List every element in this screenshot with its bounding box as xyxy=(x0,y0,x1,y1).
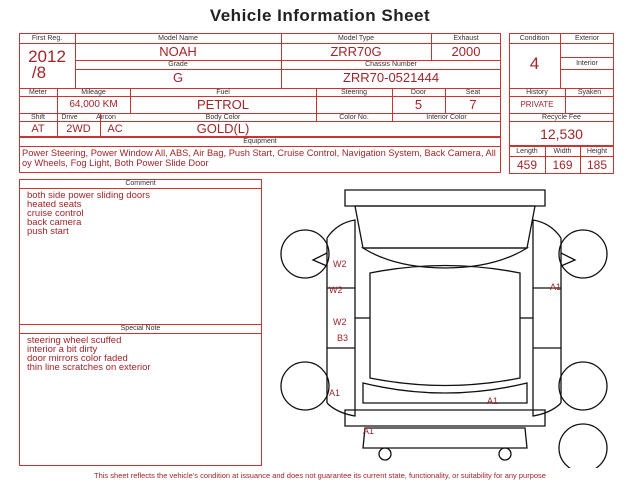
condition-value: 4 xyxy=(529,54,540,73)
length-label: Length xyxy=(516,148,538,155)
front-left-wheel xyxy=(281,230,329,278)
comment-line: heated seats xyxy=(27,199,82,210)
recycle-fee-label: Recycle Fee xyxy=(542,114,581,121)
rear-bumper xyxy=(345,410,545,426)
comment-line: back camera xyxy=(27,217,82,228)
history-label: History xyxy=(526,89,548,96)
roof xyxy=(370,266,520,386)
damage-mark-a1: A1 xyxy=(329,388,341,398)
model-name-value: NOAH xyxy=(159,44,197,59)
damage-mark-a1: A1 xyxy=(487,396,499,406)
condition-label: Condition xyxy=(519,35,550,42)
special-note-list xyxy=(27,336,151,372)
spare-wheel xyxy=(559,424,607,468)
right-mirror xyxy=(561,253,575,266)
drive-value: 2WD xyxy=(66,123,91,135)
model-type-label: Model Type xyxy=(337,35,375,42)
comment-line: push start xyxy=(27,226,69,237)
special-note-line: steering wheel scuffed xyxy=(27,335,122,346)
body-color-label: Body Color xyxy=(205,114,241,121)
damage-mark-b3: B3 xyxy=(337,333,349,343)
disclaimer-footer: This sheet reflects the vehicle's condition at issuance and does not guarantee its current state, functionality, or suitability for any purpose xyxy=(94,471,546,480)
length-value: 459 xyxy=(516,158,538,172)
drive-label: Drive xyxy=(61,114,78,121)
sheet-title: Vehicle Information Sheet xyxy=(209,6,431,25)
seat-value: 7 xyxy=(469,97,477,112)
damage-mark-a1: A1 xyxy=(363,426,375,436)
special-note-label: Special Note xyxy=(120,325,161,332)
seat-label: Seat xyxy=(465,89,481,96)
fuel-value: PETROL xyxy=(196,97,249,112)
body-color-value: GOLD(L) xyxy=(196,121,250,136)
door-label: Door xyxy=(410,89,427,96)
comment-line: both side power sliding doors xyxy=(27,190,151,201)
door-value: 5 xyxy=(414,97,423,112)
grade-label: Grade xyxy=(168,61,188,68)
aircon-label: Aircon xyxy=(96,114,116,121)
steering-label: Steering xyxy=(340,89,368,96)
comment-label: Comment xyxy=(125,180,156,187)
color-no-label: Color No. xyxy=(339,114,369,121)
rear-right-wheel xyxy=(559,362,607,410)
aircon-value: AC xyxy=(107,123,123,135)
meter-label: Meter xyxy=(29,89,47,96)
special-note-line: thin line scratches on exterior xyxy=(27,362,151,373)
height-value: 185 xyxy=(586,158,608,172)
shift-value: AT xyxy=(31,123,45,135)
comment-list xyxy=(27,191,150,236)
equipment-label: Equipment xyxy=(243,138,277,145)
damage-mark-w2: W2 xyxy=(333,259,347,269)
fuel-label: Fuel xyxy=(216,89,230,96)
rear-left-wheel xyxy=(281,362,329,410)
first-reg-year: 2012 xyxy=(28,47,66,66)
shift-label: Shift xyxy=(30,114,45,121)
comment-line: cruise control xyxy=(27,208,84,219)
right-side-profile xyxy=(533,220,561,416)
damage-mark-w2: W2 xyxy=(333,317,347,327)
model-type-value: ZRR70G xyxy=(330,44,382,59)
mileage-value: 64,000 KM xyxy=(69,99,118,110)
first-reg-label: First Reg. xyxy=(31,35,63,42)
exterior-label: Exterior xyxy=(574,35,600,42)
equipment-text: Power Steering, Power Window All, ABS, Air Bag, Push Start, Cruise Control, Navigation System, Back Camera, Alloy Wheels, Fog Light, Both Power Slide Door xyxy=(22,148,496,168)
interior-color-label: Interior Color xyxy=(426,114,467,121)
syaken-label: Syaken xyxy=(577,89,602,96)
exhaust-value: 2000 xyxy=(451,44,481,59)
recycle-fee-value: 12,530 xyxy=(540,126,583,142)
car-damage-diagram xyxy=(265,178,625,468)
first-reg-month: /8 xyxy=(31,63,47,82)
left-mirror xyxy=(313,253,327,266)
hood xyxy=(355,206,535,248)
special-note-line: door mirrors color faded xyxy=(27,353,128,364)
front-right-wheel xyxy=(559,230,607,278)
exhaust-label: Exhaust xyxy=(453,35,479,42)
width-label: Width xyxy=(553,148,572,155)
special-note-line: interior a bit dirty xyxy=(27,344,98,355)
damage-mark-w2: W2 xyxy=(329,285,343,295)
chassis-number-label: Chassis Number xyxy=(365,61,417,68)
chassis-number-value: ZRR70-0521444 xyxy=(342,70,440,85)
history-value: PRIVATE xyxy=(520,100,554,109)
height-label: Height xyxy=(586,148,608,155)
interior-label: Interior xyxy=(576,60,598,67)
damage-mark-a1: A1 xyxy=(550,282,562,292)
mileage-label: Mileage xyxy=(81,89,106,96)
grade-value: G xyxy=(172,70,184,85)
front-bumper xyxy=(345,190,545,206)
front-view xyxy=(363,428,527,448)
width-value: 169 xyxy=(552,158,573,172)
model-name-label: Model Name xyxy=(158,35,198,42)
